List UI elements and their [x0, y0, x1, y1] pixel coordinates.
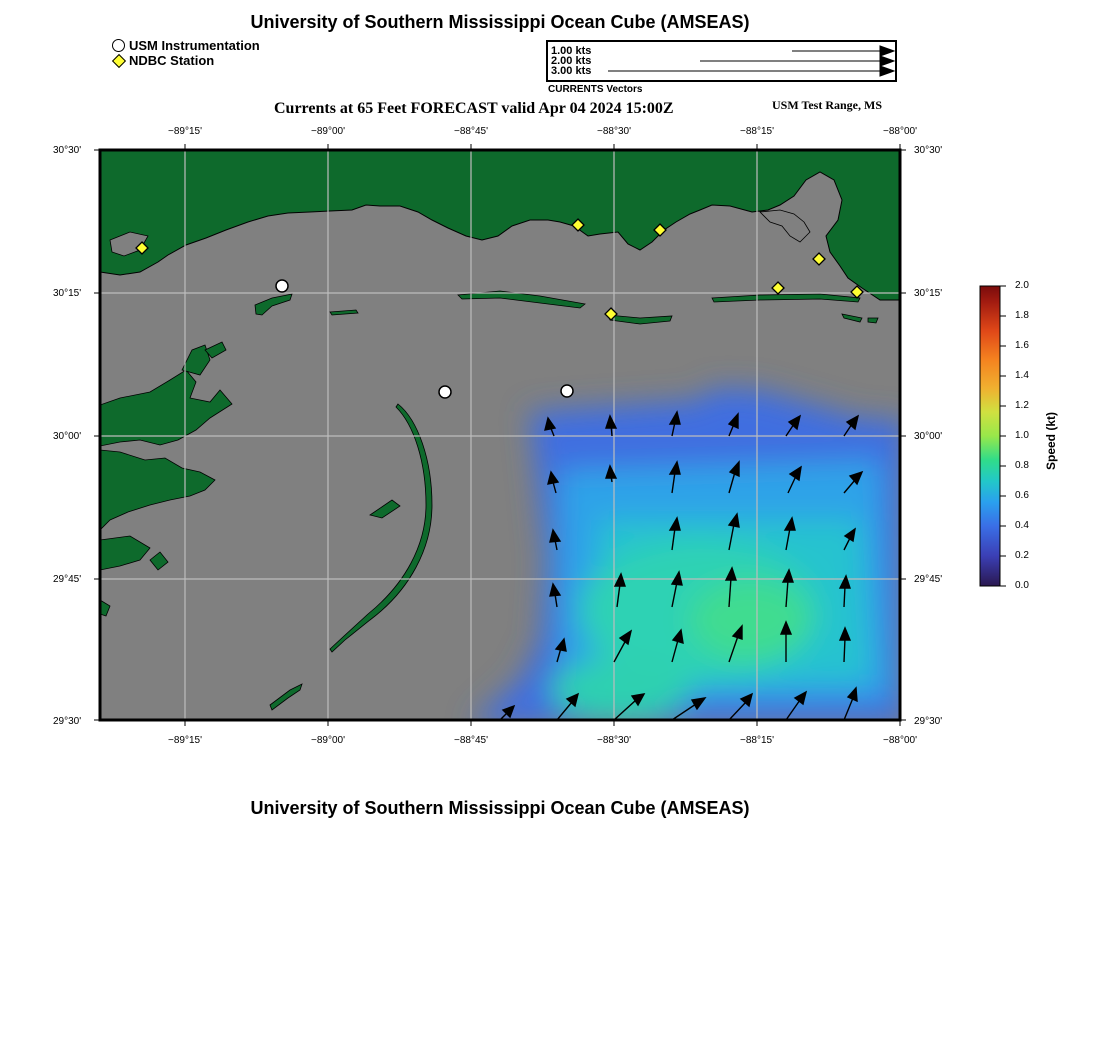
x-tick-top: −89°15'	[168, 126, 202, 137]
y-tick-right: 30°00'	[914, 431, 943, 442]
y-tick-left: 29°30'	[53, 716, 82, 727]
map-subtitle: Currents at 65 Feet FORECAST valid Apr 04 2024 15:00Z	[274, 100, 674, 117]
colorbar-tick-label: 0.6	[1015, 490, 1029, 501]
x-tick-bottom: −88°15'	[740, 735, 774, 746]
legend-ndbc-label: NDBC Station	[129, 53, 215, 68]
vector-legend-2kt: 2.00 kts	[551, 55, 592, 67]
x-tick-top: −88°30'	[597, 126, 631, 137]
x-tick-top: −88°45'	[454, 126, 488, 137]
colorbar-tick-label: 1.0	[1015, 430, 1029, 441]
x-tick-top: −88°00'	[883, 126, 917, 137]
colorbar-ticks	[1000, 286, 1006, 586]
y-tick-right: 30°15'	[914, 288, 943, 299]
footer-title: University of Southern Mississippi Ocean Cube (AMSEAS)	[250, 798, 750, 818]
x-tick-bottom: −89°00'	[311, 735, 345, 746]
vector-legend-1kt: 1.00 kts	[551, 45, 592, 57]
colorbar-tick-label: 1.2	[1015, 400, 1029, 411]
y-tick-left: 30°30'	[53, 145, 82, 156]
y-tick-right: 29°30'	[914, 716, 943, 727]
colorbar-tick-label: 1.4	[1015, 370, 1029, 381]
y-tick-right: 29°45'	[914, 574, 943, 585]
colorbar-tick-label: 0.4	[1015, 520, 1029, 531]
colorbar-tick-label: 0.0	[1015, 580, 1029, 591]
x-tick-bottom: −88°30'	[597, 735, 631, 746]
colorbar-tick-label: 0.8	[1015, 460, 1029, 471]
page-title: University of Southern Mississippi Ocean Cube (AMSEAS)	[250, 12, 750, 32]
colorbar-tick-label: 1.6	[1015, 340, 1029, 351]
y-tick-left: 29°45'	[53, 574, 82, 585]
y-tick-left: 30°15'	[53, 288, 82, 299]
y-tick-left: 30°00'	[53, 431, 82, 442]
colorbar-tick-label: 2.0	[1015, 280, 1029, 291]
vector-legend-caption: CURRENTS Vectors	[548, 84, 643, 95]
legend-instrumentation-label: USM Instrumentation	[129, 38, 260, 53]
x-tick-bottom: −88°45'	[454, 735, 488, 746]
x-tick-bottom: −89°15'	[168, 735, 202, 746]
x-tick-top: −88°15'	[740, 126, 774, 137]
x-tick-bottom: −88°00'	[883, 735, 917, 746]
speed-colorbar	[980, 286, 1000, 586]
colorbar-tick-label: 0.2	[1015, 550, 1029, 561]
range-label: USM Test Range, MS	[772, 98, 883, 112]
colorbar-title: Speed (kt)	[1044, 411, 1058, 470]
vector-legend-3kt: 3.00 kts	[551, 65, 592, 77]
colorbar-tick-label: 1.8	[1015, 310, 1029, 321]
y-tick-right: 30°30'	[914, 145, 943, 156]
x-tick-top: −89°00'	[311, 126, 345, 137]
